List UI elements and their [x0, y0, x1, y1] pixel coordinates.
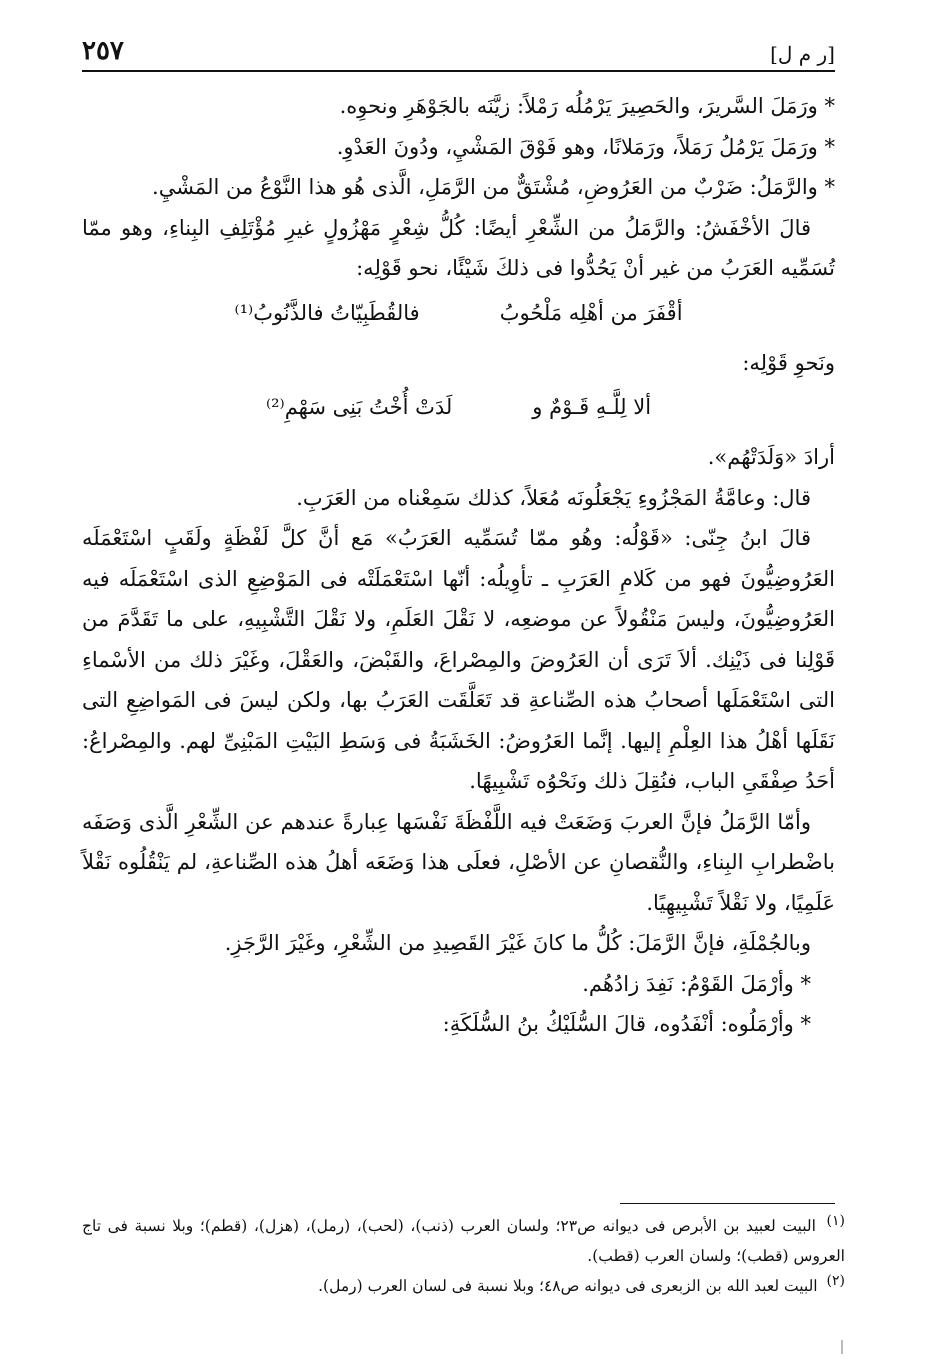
- entry-paragraph: * والرَّمَلُ: ضَرْبٌ من العَرُوضِ، مُشْتَقٌّ من الرَّمَلِ، الَّذى هُو هذا النَّوْعُ من المَشْيِ.: [152, 175, 835, 199]
- verse-first-hemistich: ألا لِلَّـهِ قَـوْمٌ و: [532, 395, 652, 419]
- entry-paragraph: * وأرْمَلَ القَوْمُ: نَفِدَ زادُهُم.: [582, 971, 811, 996]
- footnote: [82, 1271, 845, 1301]
- verse-line: [82, 291, 835, 335]
- entry-paragraph: قالَ ابنُ جِنّى: «قَوْلُه: وهُو ممّا تُسَمِّيه العَرَبُ» مَع أنَّ كلَّ لَفْظَةٍ ولَقَبٍ اسْتَعْمَلَه العَرُوضِيُّونَ فهو من كَلامِ العَرَبِ ـ تأوِيلُه: أنّها اسْتَعْمَلَتْه فى المَوْضِعِ الذى اسْتَعْمَلَه فيه العَرُوضِيُّونَ، وليسَ مَنْقُولاً عن موضعِه، لا نَقْلَ العَلَمِ، ولا نَقْلَ التَّشْبِيهِ، على ما تَقَدَّمَ من قَوْلِنا فى ذَيْنِك. ألاَ تَرَى أن العَرُوضَ والمِصْراعَ، والقَبْضَ، والعَقْلَ، وغَيْرَ ذلك من الأسْماءِ التى اسْتَعْمَلَها أصحابُ هذه الصِّناعةِ قد تَعَلَّقَت العَرَبُ بها، ولكن ليسَ فى المَواضِعِ التى نَقَلَها أهْلُ هذا العِلْمِ إليها. إنَّما العَرُوضُ: الخَشَبَةُ فى وَسَطِ البَيْتِ المَبْنِىِّ لهم. والمِصْراعُ: أحَدُ صِفْقَىِ الباب، فنُقِلَ ذلك ونَحْوُه تَشْبِيهًا.: [82, 526, 835, 793]
- main-text: [82, 86, 835, 1045]
- root-letters: [ر م ل]: [770, 42, 835, 66]
- entry-paragraph: * ورَمَلَ يَرْمُلُ رَمَلاً، ورَمَلانًا، وهو فَوْقَ المَشْيِ، ودُونَ العَدْوِ.: [336, 134, 835, 159]
- footnote-text: البيت لعبيد بن الأبرص فى ديوانه ص٢٣؛ ولسان العرب (ذنب)، (لحب)، (رمل)، (هزل)، (قطم)؛ وبلا نسبة فى تاج العروس (قطب)؛ ولسان العرب (قطب).: [82, 1217, 845, 1265]
- entry-paragraph: * وأرْمَلُوه: أنْفَدُوه، قالَ السُّلَيْكُ بنُ السُّلَكَةِ:: [442, 1012, 811, 1036]
- footnote-mark: (١): [826, 1212, 845, 1229]
- verse-second-hemistich: فالقُطَبِيّاتُ فالذَّنُوبُ⁽¹⁾: [234, 300, 420, 325]
- footnote-divider: [620, 1203, 835, 1204]
- entry-paragraph: أرادَ «وَلَدَتْهُم».: [707, 445, 835, 469]
- footnote: [82, 1211, 845, 1271]
- footnotes: [82, 1211, 845, 1301]
- verse-second-hemistich: لَدَتْ أُخْتُ بَنِى سَهْمِ⁽²⁾: [265, 395, 453, 419]
- entry-paragraph: وبالجُمْلَةِ، فإنَّ الرَّمَلَ: كُلُّ ما كانَ غَيْرَ القَصِيدِ من الشِّعْرِ، وغَيْرَ الرَّجَزِ.: [224, 931, 811, 955]
- footnote-text: البيت لعبد الله بن الزبعرى فى ديوانه ص٤٨؛ وبلا نسبة فى لسان العرب (رمل).: [318, 1277, 818, 1295]
- entry-paragraph: قال: وعامَّةُ المَجْزُوءِ يَجْعَلُونَه مُعَلاً، كذلك سَمِعْناه من العَرَبِ.: [296, 485, 811, 510]
- verse-first-hemistich: أقْفَرَ من أهْلِه مَلْحُوبُ: [499, 300, 683, 325]
- running-header: [82, 34, 835, 72]
- entry-paragraph: قالَ الأخْفَشُ: والرَّمَلُ من الشِّعْرِ أيضًا: كُلُّ شِعْرٍ مَهْزُولٍ غيرِ مُؤْتَلِفِ البِناءِ، وهو ممّا تُسَمِّيه العَرَبُ من غير أنْ يَحُدُّوا فى ذلكَ شَيْئًا، نحو قَوْلِه:: [82, 215, 835, 280]
- entry-paragraph: * ورَمَلَ السَّريرَ، والحَصِيرَ يَرْمُلُه رَمْلاً: زيَّنَه بالجَوْهَرِ ونحوِه.: [339, 94, 835, 118]
- entry-paragraph: وأمّا الرَّمَلُ فإنَّ العربَ وَضَعَتْ فيه اللَّفْظَةَ نَفْسَها عِبارةً عندهم عن الشِّعْرِ الَّذى وَصَفَه باضْطرابِ البِناءِ، والنُّقصانِ عن الأصْلِ، فعلَى هذا وَضَعَه أهلُ هذه الصِّناعةِ، لم يَنْقُلُوه نَقْلاً عَلَمِيًا، ولا نَقْلاً تَشْبِيهِيًا.: [82, 809, 835, 915]
- page-number: ٢٥٧: [82, 36, 124, 66]
- footnote-mark: (٢): [826, 1272, 845, 1289]
- entry-paragraph: ونَحوِ قَوْلِه:: [742, 350, 835, 375]
- scan-mark: [841, 1340, 843, 1354]
- verse-line: [82, 385, 835, 429]
